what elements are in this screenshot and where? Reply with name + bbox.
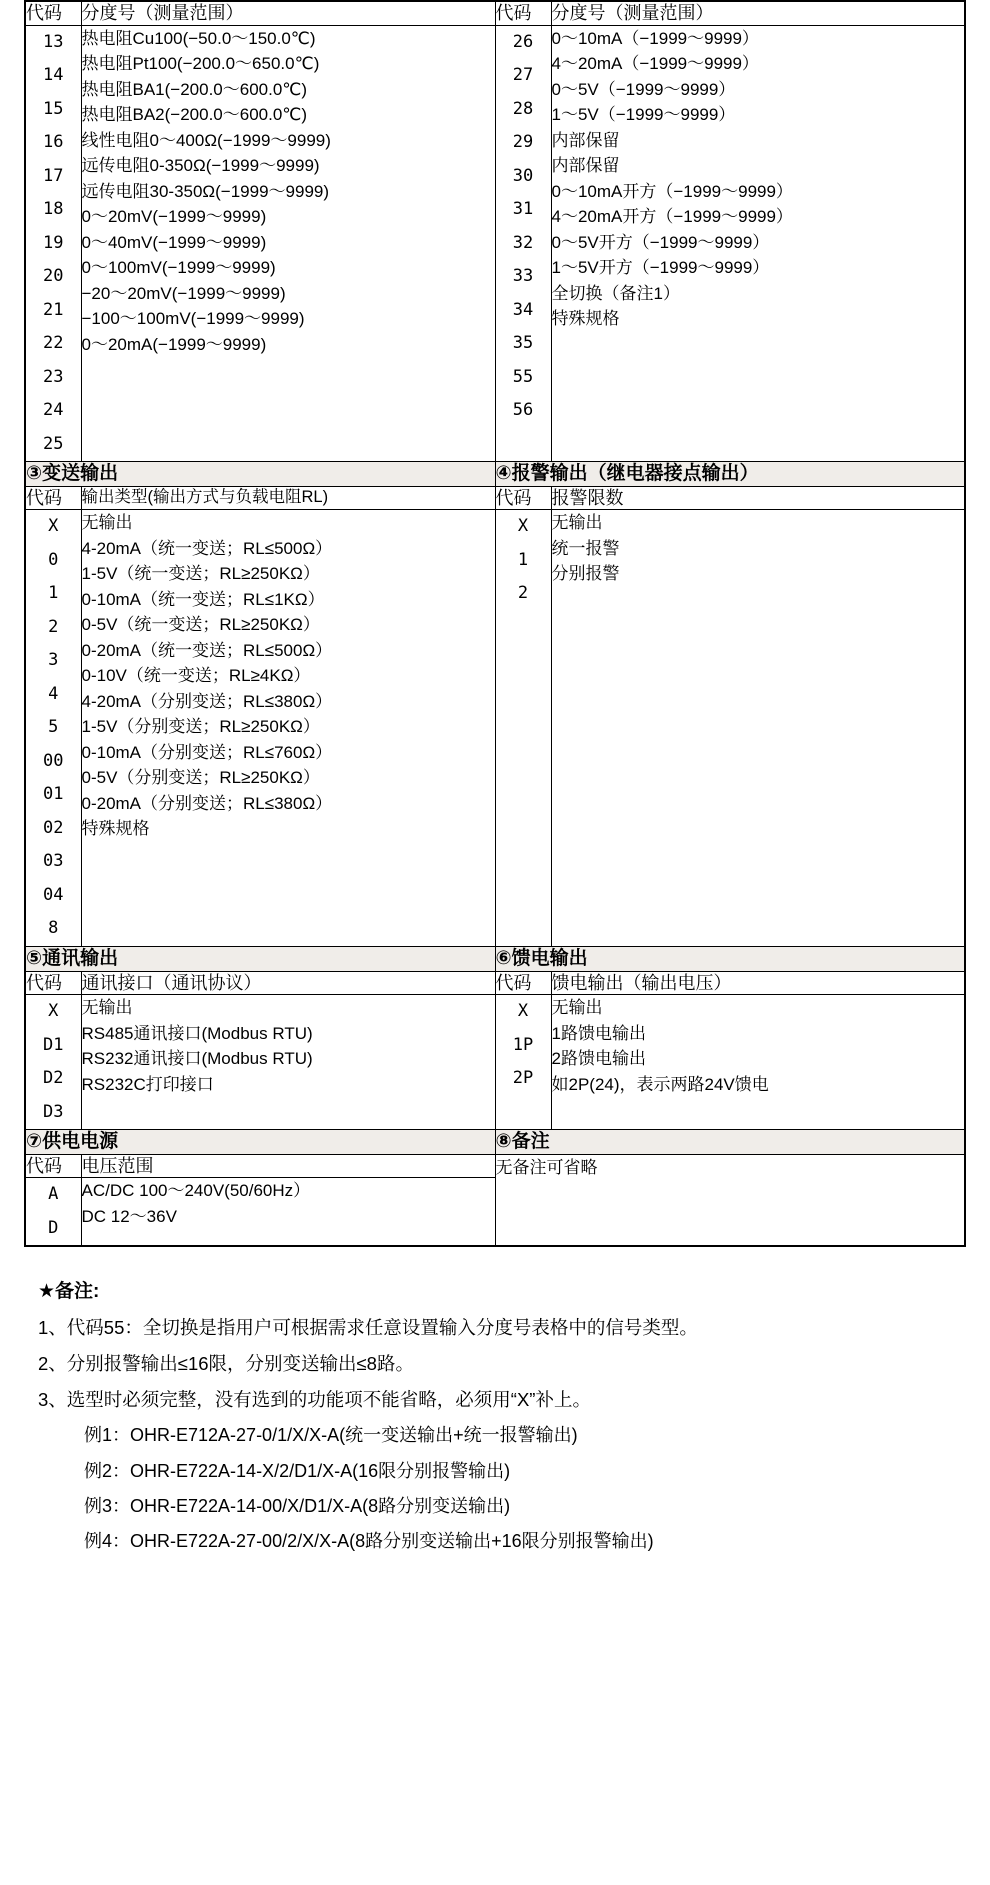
power-out-code: 1P <box>512 1034 534 1055</box>
signal-code: 16 <box>43 132 64 152</box>
signal-desc-header-left: 分度号（测量范围） <box>81 1 495 25</box>
note-example: 例3：OHR-E722A-14-00/X/D1/X-A(8路分别变送输出) <box>84 1495 511 1516</box>
section-4-code-header: 代码 <box>495 486 551 510</box>
transmit-code: 04 <box>43 884 64 905</box>
signal-code: 19 <box>43 232 64 253</box>
transmit-desc: 4-20mA（统一变送；RL≤500Ω） <box>81 538 333 558</box>
power-out-code: 2P <box>512 1068 534 1088</box>
section-7-title: ⑦供电电源 <box>25 1130 495 1155</box>
section-4-title: ④报警输出（继电器接点输出） <box>495 462 965 487</box>
section-3-code-header: 代码 <box>25 486 81 510</box>
section-5-6-title-row <box>25 946 965 971</box>
signal-desc: 内部保留 <box>551 130 620 150</box>
supply-code: D <box>48 1217 59 1238</box>
signal-code: 18 <box>43 199 64 219</box>
section-5-descriptions <box>81 995 495 1130</box>
section-3-descriptions <box>81 510 495 947</box>
comm-code: D2 <box>43 1068 64 1088</box>
notes-title: ★备注: <box>38 1281 100 1303</box>
section-5-codes <box>25 995 81 1130</box>
note-example: 例4：OHR-E722A-27-00/2/X/X-A(8路分别变送输出+16限分别报警输出) <box>84 1530 654 1551</box>
section-5-6-header-row <box>25 971 965 995</box>
power-out-desc: 无输出 <box>551 998 603 1017</box>
alarm-desc: 统一报警 <box>551 538 620 558</box>
note-item: 3、选型时必须完整，没有选到的功能项不能省略，必须用“X”补上。 <box>38 1389 591 1411</box>
notes-block <box>24 1273 966 1559</box>
signal-code-header-right: 代码 <box>495 1 551 25</box>
signal-code: 20 <box>43 266 64 286</box>
alarm-code: 2 <box>517 583 529 604</box>
section-6-code-header: 代码 <box>495 971 551 995</box>
signal-code: 33 <box>512 266 534 286</box>
signal-code: 27 <box>512 65 534 85</box>
signal-code: 15 <box>43 98 64 119</box>
signal-code: 35 <box>512 333 534 353</box>
signal-desc: −100～100mV(−1999～9999) <box>81 309 305 328</box>
signal-code-header-left: 代码 <box>25 1 81 25</box>
section-7-code-header: 代码 <box>25 1154 81 1178</box>
power-out-code: X <box>517 1001 529 1021</box>
signal-header-row <box>25 1 965 25</box>
transmit-code: 4 <box>48 683 59 704</box>
transmit-desc: 特殊规格 <box>81 819 150 839</box>
signal-code: 24 <box>43 400 64 420</box>
power-out-code <box>496 1096 551 1130</box>
comm-desc: RS485通讯接口(Modbus RTU) <box>81 1023 313 1043</box>
transmit-code: 0 <box>48 549 59 570</box>
supply-desc: DC 12～36V <box>81 1206 177 1226</box>
transmit-desc: 1-5V（统一变送；RL≥250KΩ） <box>81 564 320 584</box>
signal-desc: 0～40mV(−1999～9999) <box>81 232 267 252</box>
signal-desc: 热电阻BA1(−200.0～600.0℃) <box>81 79 308 99</box>
transmit-desc: 4-20mA（分别变送；RL≤380Ω） <box>81 691 333 711</box>
signal-code: 28 <box>512 98 534 119</box>
comm-code: X <box>48 1001 59 1021</box>
section-5-code-header: 代码 <box>25 971 81 995</box>
signal-desc: 远传电阻0-350Ω(−1999～9999) <box>81 156 320 175</box>
signal-desc: 特殊规格 <box>551 309 620 328</box>
signal-code: 21 <box>43 299 64 320</box>
section-5-desc-header: 通讯接口（通讯协议） <box>81 971 495 995</box>
transmit-code: 03 <box>43 851 64 872</box>
section-4-descriptions <box>551 510 965 947</box>
signal-code: 17 <box>43 165 64 186</box>
signal-desc: 0～5V（−1999～9999） <box>551 79 736 99</box>
section-7-descriptions <box>81 1178 495 1247</box>
signal-desc: 1～5V开方（−1999～9999） <box>551 258 770 277</box>
comm-desc: RS232通讯接口(Modbus RTU) <box>81 1049 313 1068</box>
signal-code: 55 <box>512 366 534 387</box>
signal-desc: 0～10mA开方（−1999～9999） <box>551 181 793 201</box>
signal-desc: −20～20mV(−1999～9999) <box>81 283 286 303</box>
note-example: 例2：OHR-E722A-14-X/2/D1/X-A(16限分别报警输出) <box>84 1460 511 1481</box>
signal-code: 29 <box>512 132 534 152</box>
signal-desc: 热电阻Cu100(−50.0～150.0℃) <box>81 28 316 48</box>
note-item: 2、分别报警输出≤16限，分别变送输出≤8路。 <box>38 1353 414 1375</box>
power-out-desc: 2路馈电输出 <box>551 1049 646 1068</box>
transmit-code: 8 <box>48 918 59 939</box>
alarm-code: X <box>517 516 529 537</box>
signal-desc: 4～20mA（−1999～9999） <box>551 54 759 73</box>
signal-desc: 1～5V（−1999～9999） <box>551 105 736 124</box>
comm-code: D3 <box>43 1101 64 1122</box>
signal-code: 23 <box>43 366 64 387</box>
alarm-desc: 无输出 <box>551 513 603 533</box>
signal-code: 13 <box>43 31 64 52</box>
section-5-6-body-row <box>25 995 965 1130</box>
signal-code: 31 <box>512 199 534 219</box>
power-out-desc: 1路馈电输出 <box>551 1023 646 1043</box>
section-4-codes <box>495 510 551 947</box>
section-3-4-header-row <box>25 486 965 510</box>
transmit-desc: 0-10mA（分别变送；RL≤760Ω） <box>81 742 333 762</box>
transmit-code: 3 <box>48 650 59 671</box>
transmit-desc: 无输出 <box>81 513 133 533</box>
section-3-codes <box>25 510 81 947</box>
transmit-desc: 0-20mA（分别变送；RL≤380Ω） <box>81 793 333 813</box>
section-7-desc-header: 电压范围 <box>81 1154 495 1178</box>
alarm-code: 1 <box>517 549 529 570</box>
specification-table <box>24 0 966 1247</box>
signal-desc: 线性电阻0～400Ω(−1999～9999) <box>81 130 331 150</box>
signal-code: 22 <box>43 333 64 353</box>
signal-code: 30 <box>512 165 534 186</box>
signal-list-row <box>25 25 965 462</box>
alarm-desc: 分别报警 <box>551 564 620 584</box>
signal-desc: 内部保留 <box>551 156 620 175</box>
section-4-desc-header: 报警限数 <box>551 486 965 510</box>
signal-code: 26 <box>512 31 534 52</box>
supply-code: A <box>48 1184 59 1205</box>
transmit-desc: 0-5V（统一变送；RL≥250KΩ） <box>81 615 320 635</box>
transmit-code: X <box>48 516 59 537</box>
signal-desc: 热电阻Pt100(−200.0～650.0℃) <box>81 54 320 73</box>
section-6-codes <box>495 995 551 1130</box>
transmit-code: 1 <box>48 583 59 604</box>
signal-desc: 热电阻BA2(−200.0～600.0℃) <box>81 105 308 124</box>
power-out-desc: 如2P(24)，表示两路24V馈电 <box>551 1074 769 1094</box>
section-7-8-header-row <box>25 1154 965 1178</box>
note-item: 1、代码55：全切换是指用户可根据需求任意设置输入分度号表格中的信号类型。 <box>38 1317 698 1339</box>
supply-desc: AC/DC 100～240V(50/60Hz） <box>81 1181 311 1201</box>
transmit-code: 5 <box>48 717 59 738</box>
transmit-code: 01 <box>43 784 64 805</box>
signal-right-descriptions <box>551 25 965 462</box>
note-example: 例1：OHR-E712A-27-0/1/X/X-A(统一变送输出+统一报警输出) <box>84 1425 578 1446</box>
section-6-title: ⑥馈电输出 <box>495 946 965 971</box>
comm-code: D1 <box>43 1034 64 1055</box>
signal-left-codes <box>25 25 81 462</box>
transmit-desc: 0-10mA（统一变送；RL≤1KΩ） <box>81 589 325 609</box>
signal-code: 34 <box>512 299 534 320</box>
signal-code: 56 <box>512 400 534 420</box>
signal-left-descriptions <box>81 25 495 462</box>
section-3-4-title-row <box>25 462 965 487</box>
comm-desc: 无输出 <box>81 998 133 1017</box>
signal-desc: 0～20mA(−1999～9999) <box>81 334 267 354</box>
signal-desc: 0～20mV(−1999～9999) <box>81 207 267 226</box>
section-8-title: ⑧备注 <box>495 1130 965 1155</box>
signal-desc: 0～5V开方（−1999～9999） <box>551 232 770 252</box>
transmit-desc: 0-10V（统一变送；RL≥4KΩ） <box>81 666 311 686</box>
transmit-code: 00 <box>43 750 64 771</box>
transmit-desc: 1-5V（分别变送；RL≥250KΩ） <box>81 717 320 737</box>
signal-right-codes <box>495 25 551 462</box>
section-5-title: ⑤通讯输出 <box>25 946 495 971</box>
signal-desc: 0～10mA（−1999～9999） <box>551 28 759 48</box>
section-3-title: ③变送输出 <box>25 462 495 487</box>
signal-desc: 4～20mA开方（−1999～9999） <box>551 207 793 226</box>
signal-desc: 远传电阻30-350Ω(−1999～9999) <box>81 181 330 201</box>
signal-code: 14 <box>43 65 64 85</box>
signal-desc-header-right: 分度号（测量范围） <box>551 1 965 25</box>
signal-code: 25 <box>43 433 64 454</box>
section-7-8-title-row <box>25 1130 965 1155</box>
section-8-note: 无备注可省略 <box>495 1154 965 1246</box>
comm-desc: RS232C打印接口 <box>81 1074 214 1094</box>
section-3-desc-header: 输出类型(输出方式与负载电阻RL) <box>81 486 495 510</box>
section-3-4-body-row <box>25 510 965 947</box>
signal-desc: 0～100mV(−1999～9999) <box>81 258 276 277</box>
transmit-desc: 0-20mA（统一变送；RL≤500Ω） <box>81 640 333 660</box>
section-6-descriptions <box>551 995 965 1130</box>
transmit-code: 2 <box>48 616 59 637</box>
section-6-desc-header: 馈电输出（输出电压） <box>551 971 965 995</box>
signal-code: 32 <box>512 232 534 253</box>
transmit-code: 02 <box>43 817 64 838</box>
signal-desc: 全切换（备注1） <box>551 283 680 303</box>
transmit-desc: 0-5V（分别变送；RL≥250KΩ） <box>81 768 320 788</box>
section-7-codes <box>25 1178 81 1247</box>
